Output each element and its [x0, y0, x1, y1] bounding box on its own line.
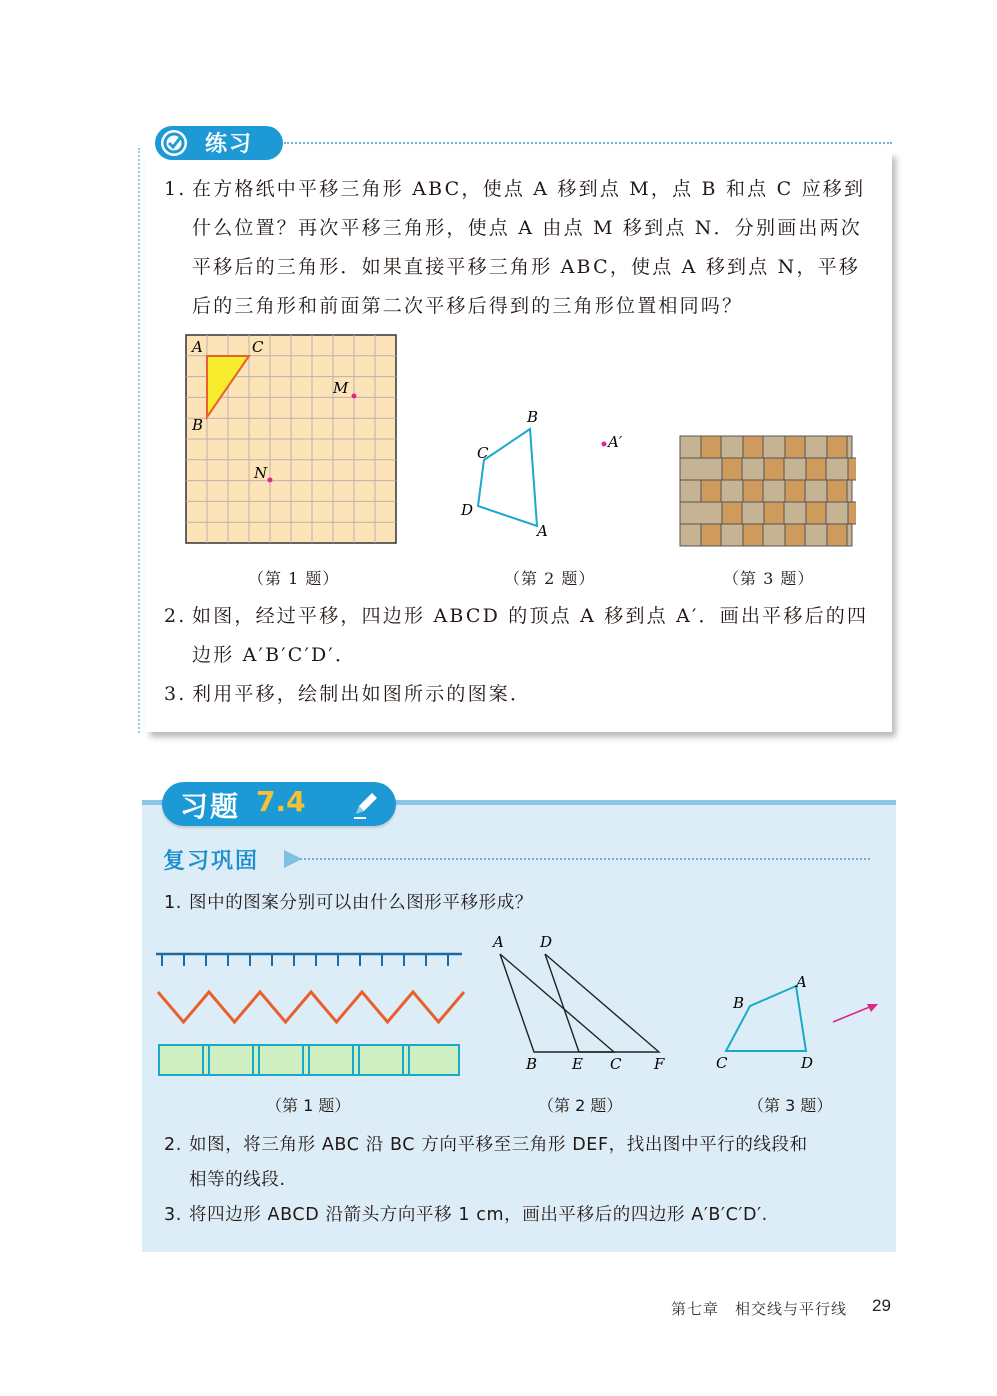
label-a: A — [493, 933, 504, 951]
exercise-tab-number: 7.4 — [256, 785, 306, 818]
ex-q2-line2: 相等的线段. — [189, 1170, 286, 1190]
strip-pattern — [159, 1045, 459, 1075]
exercise-tab-label: 习题 — [180, 790, 241, 823]
label-c: C — [610, 1055, 622, 1073]
label-c: C — [252, 338, 264, 356]
zigzag-pattern — [158, 992, 464, 1022]
q3-number: 3. — [164, 683, 187, 705]
practice-tab — [155, 126, 283, 160]
label-a: A — [192, 338, 203, 356]
q1-line4: 后的三角形和前面第二次平移后得到的三角形位置相同吗？ — [192, 295, 744, 317]
ex-q3-number: 3. — [164, 1205, 182, 1225]
exercise-caption-3: （第 3 题） — [748, 1096, 833, 1115]
q2-number: 2. — [164, 605, 187, 627]
ex-q2-number: 2. — [164, 1135, 182, 1155]
comb-pattern — [156, 954, 462, 966]
label-e: E — [572, 1055, 583, 1073]
point-a-prime — [602, 442, 607, 447]
ex-q2-line1: 如图，将三角形 ABC 沿 BC 方向平移至三角形 DEF，找出图中平行的线段和 — [189, 1135, 808, 1155]
exercise-fig3-quadrilateral — [706, 968, 890, 1076]
triangle-abc — [500, 954, 614, 1052]
triangle-def — [545, 954, 659, 1052]
exercise-tab — [162, 782, 396, 826]
direction-arrow — [833, 1006, 872, 1022]
label-f: F — [654, 1055, 665, 1073]
label-m: M — [333, 379, 349, 397]
point-m — [352, 394, 357, 399]
footer-chapter-title: 第七章 相交线与平行线 — [671, 1300, 848, 1318]
exercise-caption-2: （第 2 题） — [538, 1096, 623, 1115]
review-divider — [300, 858, 870, 860]
q1-line2: 什么位置？再次平移三角形，使点 A 由点 M 移到点 N．分别画出两次 — [192, 217, 863, 239]
footer-page-number: 29 — [872, 1296, 891, 1315]
label-a: A — [537, 522, 548, 540]
label-b: B — [526, 1055, 538, 1073]
q2-line1: 如图，经过平移，四边形 ABCD 的顶点 A 移到点 A′．画出平移后的四 — [192, 605, 869, 627]
label-b: B — [192, 416, 204, 434]
practice-tab-label: 练习 — [205, 132, 254, 157]
q1-line1: 在方格纸中平移三角形 ABC，使点 A 移到点 M，点 B 和点 C 应移到 — [192, 178, 866, 200]
label-d: D — [540, 933, 553, 951]
ex-q3-line1: 将四边形 ABCD 沿箭头方向平移 1 cm，画出平移后的四边形 A′B′C′D′. — [189, 1205, 768, 1225]
ex-q1-number: 1. — [164, 893, 182, 913]
label-c: C — [477, 444, 489, 462]
practice-caption-1: （第 1 题） — [248, 569, 340, 588]
label-b: B — [527, 408, 539, 426]
q1-number: 1. — [164, 178, 187, 200]
label-b: B — [733, 994, 745, 1012]
practice-caption-2: （第 2 题） — [504, 569, 596, 588]
exercise-caption-1: （第 1 题） — [266, 1096, 351, 1115]
practice-left-border — [138, 148, 140, 733]
practice-check-icon — [161, 130, 187, 156]
exercise-fig1-patterns — [150, 944, 470, 1079]
practice-caption-3: （第 3 题） — [723, 569, 815, 588]
label-a: A — [796, 973, 807, 991]
q3-line1: 利用平移，绘制出如图所示的图案． — [192, 683, 532, 705]
q1-line3: 平移后的三角形．如果直接平移三角形 ABC，使点 A 移到点 N，平移 — [192, 256, 861, 278]
practice-divider — [284, 142, 892, 144]
q2-line2: 边形 A′B′C′D′． — [192, 644, 357, 666]
review-heading: 复习巩固 — [163, 849, 260, 874]
point-n — [268, 478, 273, 483]
practice-fig3-brick-pattern — [676, 434, 856, 548]
practice-fig1-grid — [180, 330, 402, 550]
label-d: D — [801, 1054, 814, 1072]
practice-fig2-quadrilateral — [455, 405, 645, 545]
ex-q1-text: 图中的图案分别可以由什么图形平移形成？ — [189, 893, 533, 913]
exercise-fig2-triangles — [486, 928, 676, 1076]
label-a-prime: A′ — [608, 433, 623, 451]
pencil-icon — [350, 788, 382, 820]
label-c: C — [716, 1054, 728, 1072]
label-n: N — [254, 464, 268, 482]
label-d: D — [461, 501, 474, 519]
